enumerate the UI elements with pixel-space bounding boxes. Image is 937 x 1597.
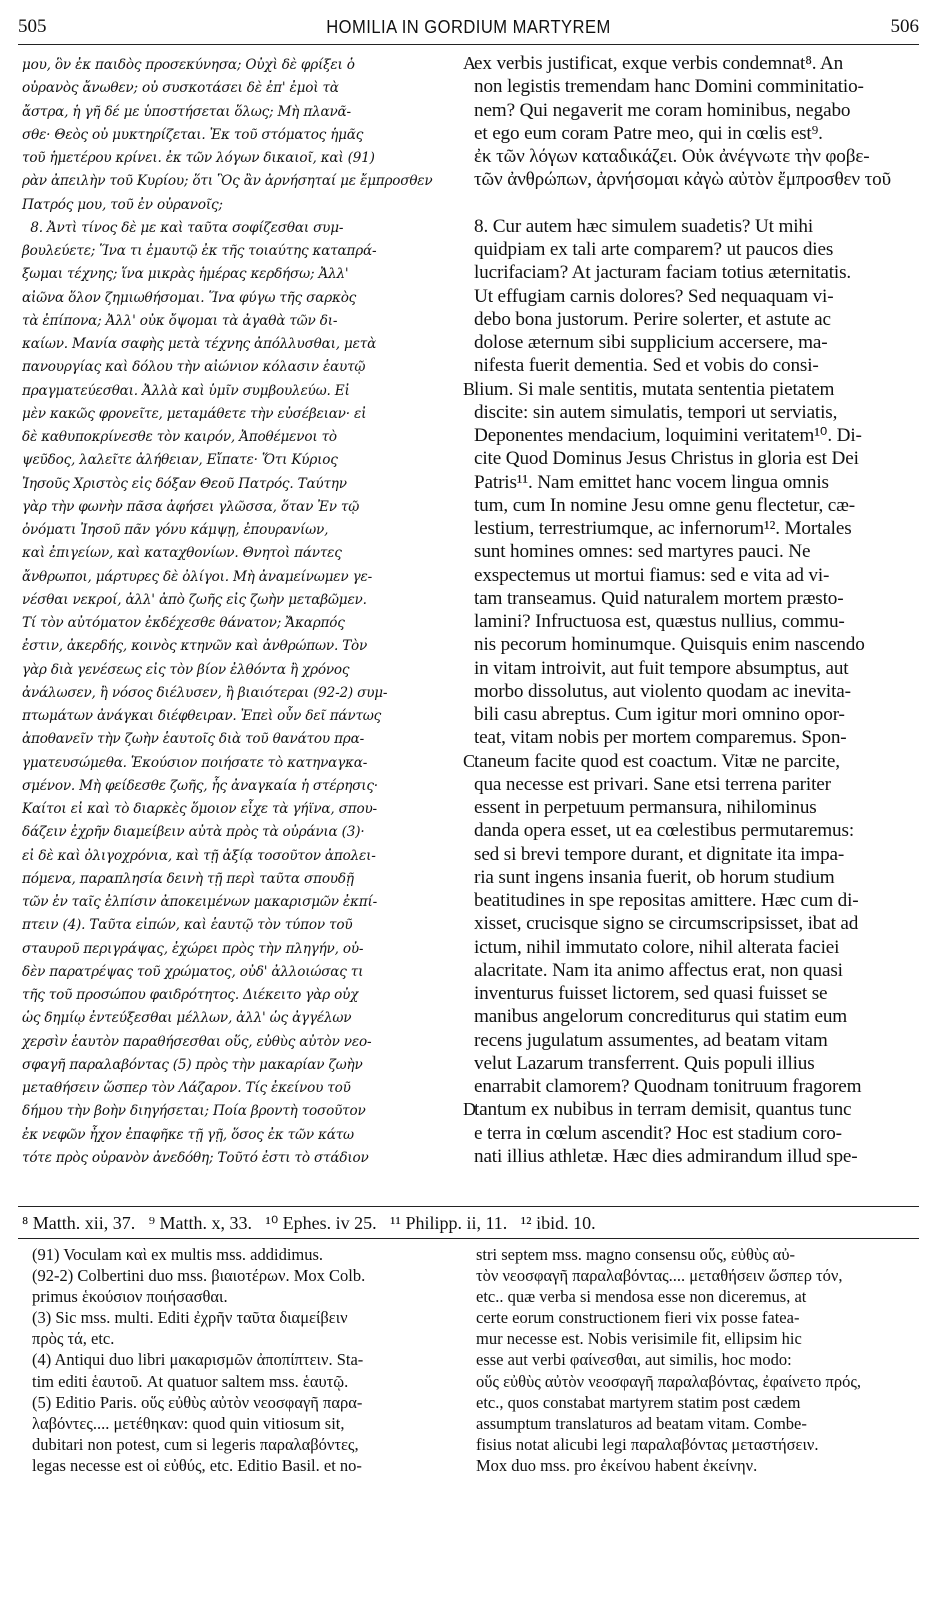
greek-text-line: ὀνόματι Ἰησοῦ πᾶν γόνυ κάμψῃ, ἐπουρανίων, bbox=[22, 522, 329, 538]
latin-text-line: 8. Cur autem hæc simulem suadetis? Ut mihi bbox=[474, 215, 814, 237]
greek-text-line: αἰῶνα ὅλον ζημιωθήσομαι. Ἵνα φύγω τῆς σαρκὸς bbox=[22, 289, 357, 306]
greek-text-line: σφαγῆ παραλαβόντας (5) πρὸς τὴν μακαρίαν ζωὴν bbox=[22, 1056, 363, 1073]
footnote-line: primus ἑκούσιον ποιήσασθαι. bbox=[32, 1287, 228, 1307]
latin-text-line: danda opera esset, ut ea cœlestibus permutaremus: bbox=[474, 820, 854, 842]
greek-text-line: βουλεύετε; Ἵνα τι ἐμαυτῷ ἐκ τῆς τοιαύτης καταπρά- bbox=[22, 243, 377, 259]
greek-text-line: ὡς δημίῳ ἐντεύξεσθαι μέλλων, ἀλλ' ὡς ἀγγέλων bbox=[22, 1010, 352, 1027]
latin-text-line: exspectemus ut mortui fiamus: sed e vita ad vi- bbox=[474, 564, 830, 586]
footnote-line: certe eorum constructionem fieri vix posse fatea- bbox=[476, 1308, 800, 1328]
footnote-line: (91) Voculam καὶ ex multis mss. addidimus. bbox=[32, 1245, 324, 1264]
greek-text-line: πτωμάτων ἀνάγκαι διέφθειραν. Ἐπεὶ οὖν δεῖ πάντως bbox=[22, 708, 382, 724]
greek-text-line: γματευσώμεθα. Ἑκούσιον ποιήσατε τὸ κατηναγκα- bbox=[22, 754, 368, 771]
latin-text-line: qua necesse est privari. Sane etsi terrena pariter bbox=[474, 773, 831, 795]
greek-text-line: πραγματεύεσθαι. Ἀλλὰ καὶ ὑμῖν συμβουλεύω. Εἰ bbox=[22, 382, 350, 399]
footnote-line: πρὸς τά, etc. bbox=[32, 1329, 115, 1349]
footnote-line: (3) Sic mss. multi. Editi ἐχρῆν ταῦτα διαμείβειν bbox=[32, 1308, 348, 1328]
running-title: HOMILIA IN GORDIUM MARTYREM bbox=[326, 17, 611, 37]
latin-text-line: ex verbis justificat, exque verbis condemnat⁸. An bbox=[474, 53, 844, 74]
footnote-line: (92-2) Colbertini duo mss. βιαιοτέρων. Mox Colb. bbox=[32, 1266, 366, 1286]
footnote-line: assumptum translaturos ad beatam vitam. Combe- bbox=[476, 1413, 807, 1433]
greek-text-line: τότε πρὸς οὐρανὸν ἀνεδόθη; Τοῦτό ἐστι τὸ στάδιον bbox=[22, 1149, 369, 1166]
greek-text-line: Ἰησοῦς Χριστὸς εἰς δόξαν Θεοῦ Πατρός. Ταύτην bbox=[22, 475, 347, 492]
latin-text-line: nis pecorum hominumque. Quisquis enim nascendo bbox=[474, 634, 865, 656]
greek-text-line: δὲ καθυποκρίνεσθε τὸν καιρόν, Ἀποθέμενοι τὸ bbox=[22, 429, 337, 445]
latin-text-line: lium. Si male sentitis, mutata sententia pietatem bbox=[474, 378, 835, 400]
margin-marker-a: A bbox=[463, 53, 476, 73]
latin-text-line: ἐκ τῶν λόγων καταδικάζει. Οὐκ ἀνέγνωτε τὴν φοβε- bbox=[474, 146, 870, 167]
latin-text-line: taneum facite quod est coactum. Vitæ ne parcite, bbox=[474, 750, 840, 772]
scripture-references: ⁸ Matth. xii, 37. ⁹ Matth. x, 33. ¹⁰ Ephes. iv 25. ¹¹ Philipp. ii, 11. ¹² ibid. 10. bbox=[22, 1213, 596, 1233]
greek-text-line: χερσὶν ἑαυτὸν παραθήσεσθαι οὕς, εὐθὺς αὐτὸν νεο- bbox=[22, 1033, 372, 1050]
latin-text-line: morbo dissolutus, aut violento quodam ac inevita- bbox=[474, 680, 851, 702]
footnote-line: τὸν νεοσφαγῆ παραλαβόντας.... μεταθήσειν ὥσπερ τόν, bbox=[476, 1266, 843, 1286]
greek-text-line: δὲν παρατρέψας τοῦ χρώματος, οὐδ' ἀλλοιώσας τι bbox=[22, 963, 364, 980]
greek-text-line: μὲν κακῶς φρονεῖτε, μεταμάθετε τὴν εὐσέβειαν· εἰ bbox=[22, 405, 367, 422]
footnote-line: esse aut verbi φαίνεσθαι, aut similis, hoc modo: bbox=[476, 1350, 792, 1370]
greek-text-line: μου, ὃν ἐκ παιδὸς προσεκύνησα; Οὐχὶ δὲ φρίξει ὁ bbox=[22, 57, 355, 73]
greek-text-line: εἰ δὲ καὶ ὀλιγοχρόνια, καὶ τῇ ἀξίᾳ τοσοῦτον ἀπολει- bbox=[22, 847, 376, 864]
latin-text-column bbox=[474, 52, 918, 1168]
notes-rule bbox=[18, 1238, 919, 1239]
footnote-line: Mox duo mss. pro ἐκείνου habent ἐκείνην. bbox=[476, 1455, 758, 1475]
latin-text-line: velut Lazarum transferrent. Quis populi illius bbox=[474, 1052, 815, 1074]
greek-text-line: καὶ ἐπιγείων, καὶ καταχθονίων. Θνητοὶ πάντες bbox=[22, 545, 342, 562]
latin-text-line: xisset, crucisque signo se circumscripsisset, ibat ad bbox=[474, 913, 859, 935]
greek-text-line: δήμου τὴν βοὴν διηγήσεται; Ποία βροντὴ τοσοῦτον bbox=[22, 1103, 366, 1120]
greek-text-line: γὰρ διὰ γενέσεως εἰς τὸν βίον ἐλθόντα ἢ χρόνος bbox=[22, 661, 350, 678]
footnote-line: legas necesse est οἱ εὐθύς, etc. Editio Basil. et no- bbox=[32, 1455, 362, 1475]
greek-text-line: τῶν ἐν ταῖς ἐλπίσιν ἀποκειμένων μακαρισμῶν ἐκπί- bbox=[22, 894, 377, 910]
greek-text-line: 8. Ἀντὶ τίνος δὲ με καὶ ταῦτα σοφίζεσθαι συμ- bbox=[22, 219, 344, 236]
latin-text-line: inventurus fuisset lictorem, sed quasi fuisset se bbox=[474, 983, 828, 1004]
latin-text-line: manibus angelorum concrediturus qui statim eum bbox=[474, 1006, 848, 1028]
footnote-line: (5) Editio Paris. οὕς εὐθὺς αὐτὸν νεοσφαγῆ παρα- bbox=[32, 1392, 363, 1412]
greek-text-line: ἄστρα, ἡ γῆ δέ με ὑποστήσεται ὅλως; Μὴ πλανᾶ- bbox=[22, 103, 351, 120]
latin-text-line: dolose æternum sibi supplicium accersere, ma- bbox=[474, 332, 828, 353]
latin-text-line: ictum, nihil immutato colore, nihil alterata faciei bbox=[474, 936, 840, 958]
footnote-line: οὕς εὐθὺς αὐτὸν νεοσφαγῆ παραλαβόντας, ἐφαίνετο πρός, bbox=[476, 1371, 862, 1391]
greek-text-line: πόμενα, παραπλησία δεινὴ τῇ περὶ ταῦτα σπουδῇ bbox=[22, 870, 354, 887]
greek-text-line: Τί τὸν αὐτόματον ἐκδέχεσθε θάνατον; Ἄκαρπός bbox=[22, 615, 345, 631]
latin-text-line: cite Quod Dominus Jesus Christus in gloria est Dei bbox=[474, 448, 859, 470]
greek-text-line: νέσθαι νεκροί, ἀλλ' ἀπὸ ζωῆς εἰς ζωὴν μεταβῶμεν. bbox=[22, 591, 367, 608]
footnotes-right bbox=[476, 1244, 918, 1476]
greek-text-line: καίων. Μανία σαφὴς μετὰ τέχνης ἀπόλλυσθαι, μετὰ bbox=[22, 336, 377, 352]
latin-text-line: τῶν ἀνθρώπων, ἀρνήσομαι κἀγὼ αὐτὸν ἔμπροσθεν τοῦ bbox=[474, 169, 891, 191]
greek-text-line: πτειν (4). Ταῦτα εἰπών, καὶ ἑαυτῷ τὸν τύπον τοῦ bbox=[22, 917, 353, 934]
latin-text-line: beatitudines in spe repositas amittere. Hæc cum di- bbox=[474, 890, 859, 911]
latin-text-line: essent in perpetuum permansura, nihilominus bbox=[474, 797, 817, 818]
greek-text-line: ἄνθρωποι, μάρτυρες δὲ ὀλίγοι. Μὴ ἀναμείνωμεν γε- bbox=[22, 568, 372, 585]
latin-text-line: enarrabit clamorem? Quodnam tonitruum fragorem bbox=[474, 1076, 862, 1097]
greek-text-line: ἐστιν, ἀκερδής, κοινὸς κτηνῶν καὶ ἀνθρώπων. Τὸν bbox=[22, 638, 368, 655]
latin-text-line: Ut effugiam carnis dolores? Sed nequaquam vi- bbox=[474, 285, 834, 307]
page-number-left: 505 bbox=[18, 16, 47, 37]
footnote-line: λαβόντες.... μετέθηκαν: quod quin vitiosum sit, bbox=[32, 1413, 345, 1433]
latin-text-line: lestium, terrestriumque, ac infernorum¹². Mortales bbox=[474, 518, 852, 539]
latin-text-line: in vitam introivit, aut fuit tempore absumptus, aut bbox=[474, 657, 849, 679]
greek-text-line: Καίτοι εἰ καὶ τὸ διαρκὲς ὅμοιον εἶχε τὰ γήϊνα, σπου- bbox=[22, 801, 377, 817]
latin-text-line: e terra in cœlum ascendit? Hoc est stadium coro- bbox=[474, 1122, 842, 1144]
footnote-line: tim editi ἑαυτοῦ. At quatuor saltem mss. ἑαυτῷ. bbox=[32, 1371, 349, 1391]
greek-text-line: τὰ ἐπίπονα; Ἀλλ' οὐκ ὄψομαι τὰ ἀγαθὰ τῶν δι- bbox=[22, 312, 338, 329]
greek-text-line: Πατρός μου, τοῦ ἐν οὐρανοῖς; bbox=[22, 196, 223, 213]
greek-text-line: ἀνάλωσεν, ἢ νόσος διέλυσεν, ἢ βιαιότεραι (92-2) συμ- bbox=[22, 684, 388, 701]
latin-text-line: bili casu abreptus. Cum igitur mori omnino opor- bbox=[474, 704, 845, 725]
latin-text-line: et ego eum coram Patre meo, qui in cœlis est⁹. bbox=[474, 122, 823, 144]
latin-text-line: nifesta fuerit dementia. Sed et vobis do consi- bbox=[474, 355, 819, 377]
latin-text-line: tam transeamus. Quid naturalem mortem præsto- bbox=[474, 587, 844, 609]
text-bottom-rule bbox=[18, 1206, 919, 1207]
latin-text-line: non legistis tremendam hanc Domini comminitatio- bbox=[474, 76, 864, 98]
footnote-line: etc., quos constabat martyrem statim post cædem bbox=[476, 1392, 801, 1412]
greek-text-line: σμένον. Μὴ φείδεσθε ζωῆς, ἧς ἀναγκαία ἡ στέρησις· bbox=[22, 777, 378, 794]
greek-text-line: ξωμαι τέχνης; ἵνα μικρὰς ἡμέρας κερδήσω; Ἀλλ' bbox=[22, 266, 349, 283]
latin-text-line: teat, vitam nobis per mortem comparemus. Spon- bbox=[474, 727, 847, 749]
greek-text-line: ψεῦδος, λαλεῖτε ἀλήθειαν, Εἴπατε· Ὅτι Κύριος bbox=[22, 452, 338, 469]
margin-marker-c: C bbox=[463, 750, 476, 771]
latin-text-line: Patris¹¹. Nam emittet hanc vocem lingua omnis bbox=[474, 471, 829, 493]
greek-text-line: μεταθήσειν ὥσπερ τὸν Λάζαρον. Τίς ἐκείνου τοῦ bbox=[22, 1080, 351, 1096]
margin-marker-b: B bbox=[463, 378, 476, 399]
header-rule bbox=[18, 44, 919, 45]
latin-text-line: alacritate. Nam ita animo affectus erat, non quasi bbox=[474, 959, 843, 981]
greek-text-line: σταυροῦ περιγράψας, ἐχώρει πρὸς τὴν πληγήν, οὐ- bbox=[22, 940, 364, 957]
greek-text-line: ἐκ νεφῶν ἦχον ἐπαφῆκε τῇ γῇ, ὅσος ἐκ τῶν κάτω bbox=[22, 1126, 354, 1143]
footnote-line: etc.. quæ verba si mendosa esse non diceremus, at bbox=[476, 1287, 807, 1307]
footnote-line: fisius notat alicubi legi παραλαβόντας μεταστήσειν. bbox=[476, 1434, 819, 1454]
latin-text-line: nem? Qui negaverit me coram hominibus, negabo bbox=[474, 99, 851, 121]
latin-text-line: quidpiam ex tali arte comparem? ut paucos dies bbox=[474, 239, 834, 260]
greek-text-line: σθε· Θεὸς οὐ μυκτηρίζεται. Ἐκ τοῦ στόματος ἡμᾶς bbox=[22, 126, 364, 143]
latin-text-line: lucrifaciam? At jacturam faciam totius æternitatis. bbox=[474, 262, 852, 284]
greek-text-line: δάζειν ἐχρῆν διαμείβειν αὐτὰ πρὸς τὰ οὐράνια (3)· bbox=[22, 824, 365, 841]
latin-text-line: Deponentes mendacium, loquimini veritatem¹⁰. Di- bbox=[474, 425, 862, 446]
latin-text-line: ria sunt ingens insania fuerit, ob horum studium bbox=[474, 866, 835, 888]
footnote-line: (4) Antiqui duo libri μακαρισμῶν ἀποπίπτειν. Sta- bbox=[32, 1350, 364, 1370]
latin-text-line: recens jugulatum assumentes, ad beatam vitam bbox=[474, 1029, 828, 1051]
page-number-right: 506 bbox=[890, 16, 919, 37]
greek-text-line: πανουργίας καὶ δόλου τὴν αἰώνιον κόλασιν ἑαυτῷ bbox=[22, 359, 366, 376]
footnote-line: mur necesse est. Nobis verisimile fit, ellipsim hic bbox=[476, 1329, 802, 1349]
footnote-line: dubitari non potest, cum si legeris παραλαβόντες, bbox=[32, 1434, 359, 1454]
greek-text-line: ἀποθανεῖν τὴν ζωὴν ἑαυτοῖς διὰ τοῦ θανάτου πρα- bbox=[22, 731, 364, 748]
greek-text-line: οὐρανὸς ἄνωθεν; οὐ συσκοτάσει δὲ ἐπ' ἐμοὶ τὰ bbox=[22, 80, 339, 97]
greek-text-column bbox=[22, 54, 462, 1170]
latin-text-line: tum, cum In nomine Jesu omne genu flectetur, cæ- bbox=[474, 494, 856, 516]
page-header bbox=[18, 14, 919, 40]
greek-text-line: γὰρ τὴν φωνὴν πᾶσα ἀφήσει γλῶσσα, ὅταν Ἐν τῷ bbox=[22, 498, 360, 515]
margin-marker-d: D bbox=[463, 1099, 476, 1119]
latin-text-line bbox=[474, 192, 918, 215]
latin-text-line: debo bona justorum. Perire solerter, et astute ac bbox=[474, 308, 831, 330]
greek-text-line: τῆς τοῦ προσώπου φαιδρότητος. Διέκειτο γὰρ οὐχ bbox=[22, 987, 359, 1003]
footnote-line: stri septem mss. magno consensu οὕς, εὐθὺς αὐ- bbox=[476, 1245, 795, 1264]
latin-text-line: sed si brevi tempore durant, et dignitate ita impa- bbox=[474, 843, 845, 865]
latin-text-line: nati illius athletæ. Hæc dies admirandum illud spe- bbox=[474, 1145, 858, 1167]
greek-text-line: ρὰν ἀπειλὴν τοῦ Κυρίου; ὅτι Ὃς ἂν ἀρνήσηταί με ἔμπροσθεν bbox=[22, 173, 433, 190]
latin-text-line: tantum ex nubibus in terram demisit, quantus tunc bbox=[474, 1099, 852, 1121]
latin-text-line: discite: sin autem simulatis, tempori ut serviatis, bbox=[474, 401, 838, 423]
latin-text-line: sunt homines omnes: sed martyres pauci. Ne bbox=[474, 541, 811, 563]
latin-text-line: lamini? Infructuosa est, quæstus nullius, commu- bbox=[474, 611, 845, 632]
footnotes-left bbox=[32, 1244, 462, 1476]
greek-text-line: τοῦ ἡμετέρου κρίνει. ἐκ τῶν λόγων δικαιοῖ, καὶ (91) bbox=[22, 150, 375, 166]
